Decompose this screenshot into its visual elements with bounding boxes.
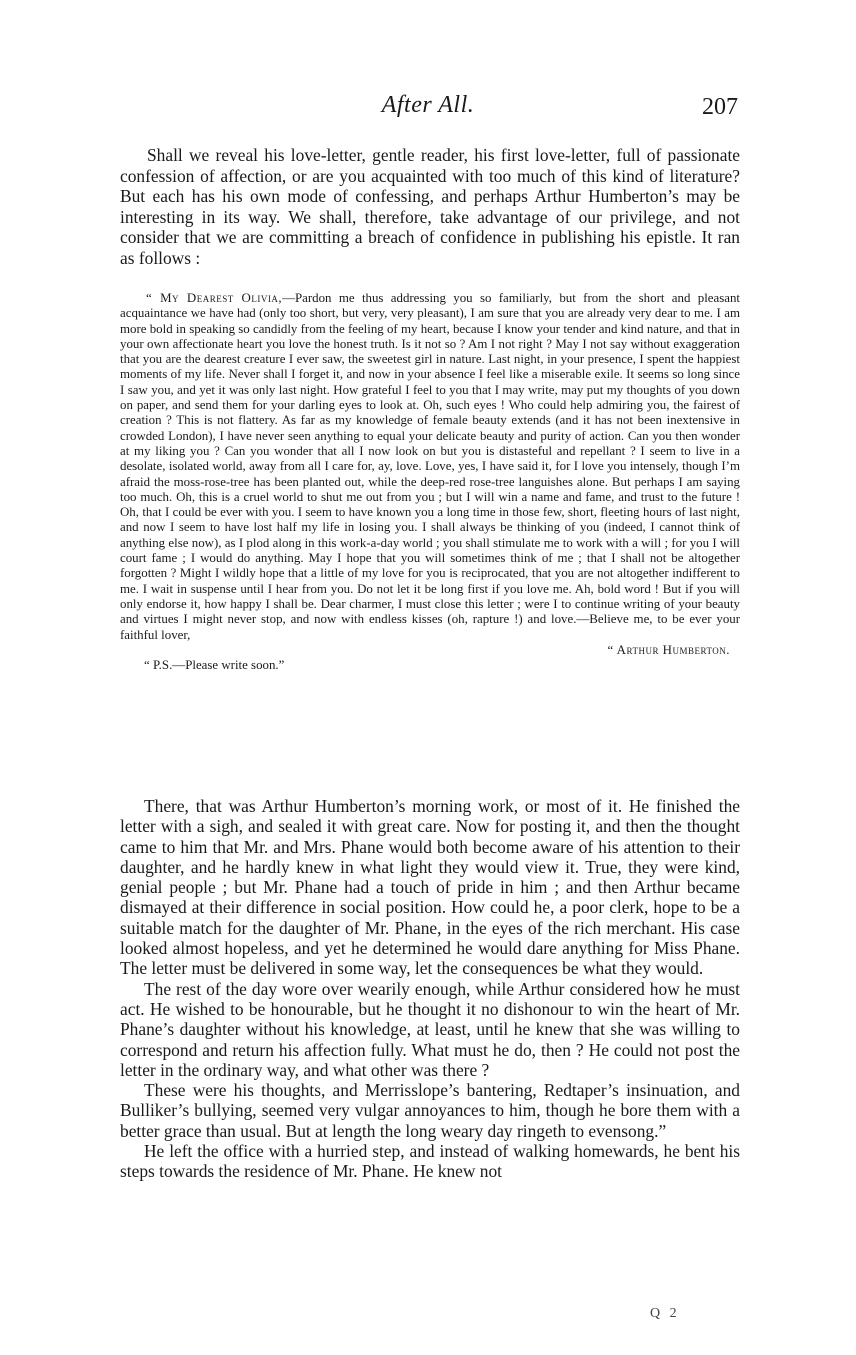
letter-signature: “ Arthur Humberton. xyxy=(607,642,730,657)
page-number: 207 xyxy=(702,94,738,120)
printer-signature-mark: Q 2 xyxy=(650,1306,680,1321)
letter-body-paragraph xyxy=(120,291,740,643)
narrative-paragraph: The rest of the day wore over wearily enough, while Arthur considered how he must act. He wished to be honourable, but he thought it no dishonour to win the heart of Mr. Phane’s daughter without his knowledge, at least, until he knew that she was willing to correspond and return his affection fully. What must he do, then ? He could not post the letter in the ordinary way, and what other was there ? xyxy=(120,978,740,1080)
letter-postscript: “ P.S.—Please write soon.” xyxy=(144,658,285,673)
narrative-paragraph: These were his thoughts, and Merrisslope’s bantering, Redtaper’s insinuation, and Bulliker’s bullying, seemed very vulgar annoyances to him, though he bore them with a better grace than usual. But at length the long weary day ringeth to evensong.” xyxy=(120,1080,740,1141)
narrative-paragraph: He left the office with a hurried step, and instead of walking homewards, he bent his steps towards the residence of Mr. Phane. He knew not xyxy=(120,1141,740,1182)
narrative-text xyxy=(120,796,740,1182)
narrative-paragraph: There, that was Arthur Humberton’s morning work, or most of it. He finished the letter with a sigh, and sealed it with great care. Now for posting it, and then the thought came to him that Mr. and Mrs. Phane would both become aware of his attention to their daughter, and he hardly knew in what light they would view it. True, they were kind, genial people ; but Mr. Phane had a touch of pride in him ; and then Arthur became dismayed at their difference in social position. How could he, a poor clerk, hope to be a suitable match for the daughter of Mr. Phane, in the eyes of the rich merchant. His case looked almost hopeless, and yet he determined he would dare anything for Miss Phane. The letter must be delivered in some way, let the consequences be what they would. xyxy=(120,796,740,979)
running-title: After All. xyxy=(381,92,475,118)
intro-paragraph: Shall we reveal his love-letter, gentle reader, his first love-letter, full of passionate confession of affection, or are you acquainted with too much of this kind of literature? But each has his own mode of confessing, and perhaps Arthur Humberton’s may be interesting in its way. We shall, therefore, take advantage of our privilege, and not consider that we are committing a breach of confidence in publishing his epistle. It ran as follows : xyxy=(120,145,740,268)
letter-salutation: “ My Dearest Olivia, xyxy=(146,291,283,305)
love-letter xyxy=(120,291,740,673)
letter-body: —Pardon me thus addressing you so familiarly, but from the short and pleasant acquaintance we have had (only too short, but very, very pleasant), I am sure that you are already very dear to me. I am more bold in speaking so candidly from the feeling of my heart, because I know your tender and kind nature, and that in your own affectionate heart you love the honest truth. Is it not so ? Am I not right ? May I not say without exaggeration that you are the dearest creature I ever saw, the sweetest girl in nature. Last night, in your presence, I spent the happiest moments of my life. Never shall I forget it, and now in your absence I feel like a miserable exile. It seems so long since I saw you, and yet it was only last night. How grateful I feel to you that I may write, may put my thoughts of you down on paper, and send them for your darling eyes to look at. Oh, such eyes ! Who could help admiring you, the fairest of creation ? This is not flattery. As far as my knowledge of female beauty extends (and it has not been inextensive in crowded London), I have never seen anything to equal your delicate beauty and purity of action. Can you then wonder at my liking you ? Can you wonder that all I now look on but you is distasteful and repellant ? I seem to live in a desolate, isolated world, away from all I care for, ay, love. Love, yes, I have said it, for I love you intensely, though I’m afraid the moss-rose-tree has been planted out, while the deep-red rose-tree languishes alone. But perhaps I am saying too much. Oh, this is a cruel world to shut me out from you ; but I will win a name and fame, and trust to the future ! Oh, that I could be ever with you. I seem to have known you a long time in those few, short, fleeting hours of last night, and now I seem to have lost half my life in losing you. I shall always be thinking of you (indeed, I cannot think of anything else now), as I plod along in this work-a-day world ; you shall stimulate me to work with a will ; for you I will court fame ; I would do anything. May I hope that you will sometimes think of me ; that I shall not be altogether forgotten ? Might I wildly hope that a little of my love for you is reciprocated, that you are not altogether indifferent to me. I wait in suspense until I hear from you. Do not let it be long first if you love me. Ah, bold word ! But if you will only endorse it, how happy I shall be. Dear charmer, I must close this letter ; were I to continue writing of your beauty and virtues I might never stop, and now with endless kisses (oh, rapture !) and love.—Believe me, to be ever your faithful lover, xyxy=(120,291,740,642)
